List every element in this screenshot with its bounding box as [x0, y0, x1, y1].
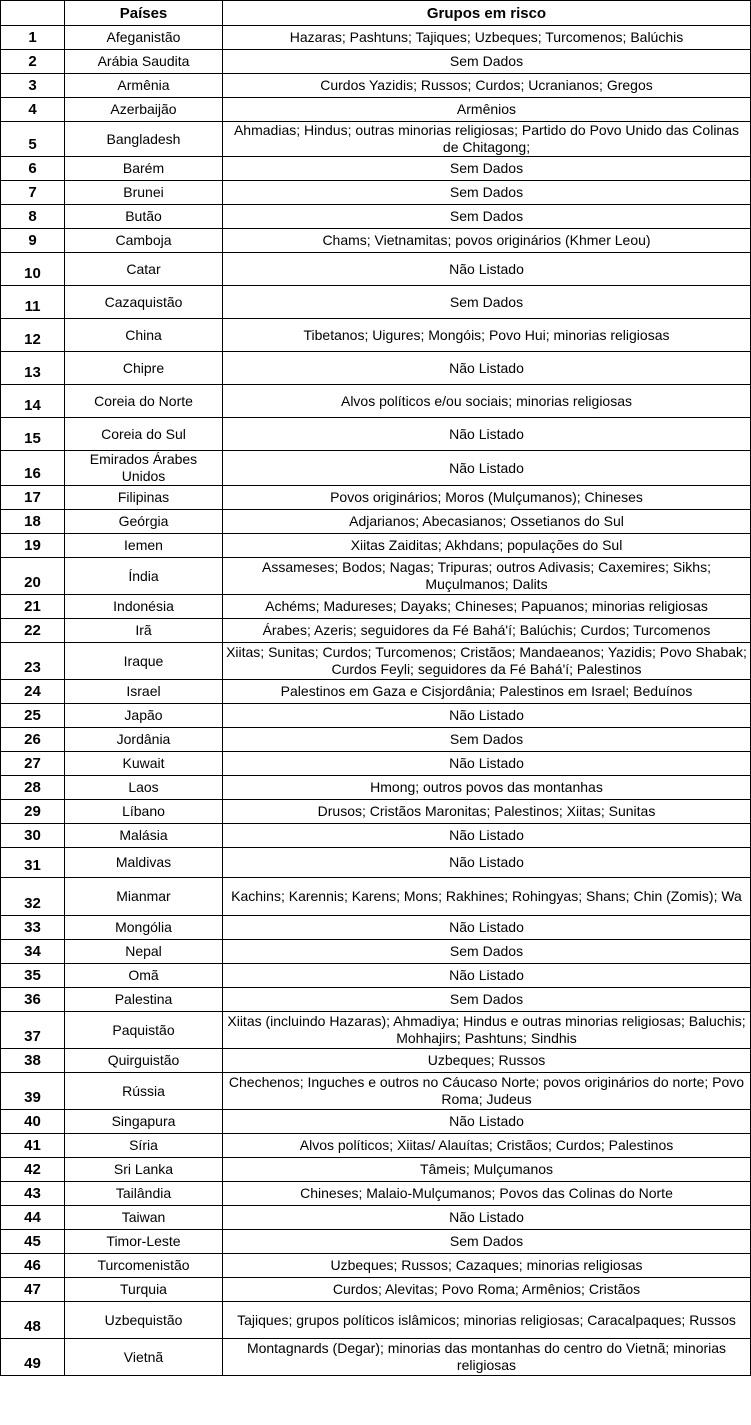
row-number: 24: [1, 680, 65, 704]
risk-groups: Não Listado: [223, 253, 751, 286]
country-name: Turquia: [65, 1278, 223, 1302]
risk-groups: Árabes; Azeris; seguidores da Fé Bahá'í; Balúchis; Curdos; Turcomenos: [223, 619, 751, 643]
country-name: Nepal: [65, 940, 223, 964]
country-name: Bangladesh: [65, 122, 223, 157]
table-row: [1, 1278, 751, 1302]
row-number: 40: [1, 1110, 65, 1134]
table-row: [1, 728, 751, 752]
row-number: 49: [1, 1339, 65, 1376]
row-number: 1: [1, 26, 65, 50]
country-name: Malásia: [65, 824, 223, 848]
row-number: 38: [1, 1049, 65, 1073]
table-row: [1, 704, 751, 728]
table-row: [1, 1012, 751, 1049]
row-number: 30: [1, 824, 65, 848]
country-name: Vietnã: [65, 1339, 223, 1376]
country-name: Emirados Árabes Unidos: [65, 451, 223, 486]
country-name: Mongólia: [65, 916, 223, 940]
country-name: Omã: [65, 964, 223, 988]
risk-groups: Tajiques; grupos políticos islâmicos; minorias religiosas; Caracalpaques; Russos: [223, 1302, 751, 1339]
table-row: [1, 205, 751, 229]
risk-groups: Não Listado: [223, 916, 751, 940]
risk-groups: Xiitas; Sunitas; Curdos; Turcomenos; Cristãos; Mandaeanos; Yazidis; Povo Shabak; Curdos Feyli; seguidores da Fé Bahá'í; Palestinos: [223, 643, 751, 680]
country-name: Barém: [65, 157, 223, 181]
table-row: [1, 643, 751, 680]
risk-groups: Curdos Yazidis; Russos; Curdos; Ucranianos; Gregos: [223, 74, 751, 98]
row-number: 31: [1, 848, 65, 878]
header-row: [1, 1, 751, 26]
table-row: [1, 486, 751, 510]
table-row: [1, 74, 751, 98]
table-row: [1, 1254, 751, 1278]
row-number: 42: [1, 1158, 65, 1182]
country-name: Líbano: [65, 800, 223, 824]
row-number: 4: [1, 98, 65, 122]
row-number: 14: [1, 385, 65, 418]
country-name: Cazaquistão: [65, 286, 223, 319]
country-name: Turcomenistão: [65, 1254, 223, 1278]
row-number: 29: [1, 800, 65, 824]
risk-groups: Sem Dados: [223, 1230, 751, 1254]
row-number: 33: [1, 916, 65, 940]
country-name: Laos: [65, 776, 223, 800]
row-number: 21: [1, 595, 65, 619]
row-number: 43: [1, 1182, 65, 1206]
risk-groups: Não Listado: [223, 1110, 751, 1134]
row-number: 39: [1, 1073, 65, 1110]
risk-groups: Sem Dados: [223, 50, 751, 74]
risk-groups: Alvos políticos; Xiitas/ Alauítas; Cristãos; Curdos; Palestinos: [223, 1134, 751, 1158]
header-country: Países: [65, 1, 223, 26]
risk-groups: Sem Dados: [223, 940, 751, 964]
country-name: Camboja: [65, 229, 223, 253]
table-row: [1, 98, 751, 122]
table-row: [1, 26, 751, 50]
table-row: [1, 680, 751, 704]
row-number: 35: [1, 964, 65, 988]
risk-groups: Adjarianos; Abecasianos; Ossetianos do Sul: [223, 510, 751, 534]
row-number: 10: [1, 253, 65, 286]
table-row: [1, 1206, 751, 1230]
risk-groups: Chineses; Malaio-Mulçumanos; Povos das Colinas do Norte: [223, 1182, 751, 1206]
risk-groups: Povos originários; Moros (Mulçumanos); Chineses: [223, 486, 751, 510]
country-name: Indonésia: [65, 595, 223, 619]
country-name: Israel: [65, 680, 223, 704]
country-name: Irã: [65, 619, 223, 643]
country-name: Geórgia: [65, 510, 223, 534]
country-name: Filipinas: [65, 486, 223, 510]
row-number: 20: [1, 558, 65, 595]
table-row: [1, 352, 751, 385]
row-number: 34: [1, 940, 65, 964]
table-row: [1, 1073, 751, 1110]
risk-groups: Alvos políticos e/ou sociais; minorias religiosas: [223, 385, 751, 418]
country-name: Coreia do Norte: [65, 385, 223, 418]
country-name: Uzbequistão: [65, 1302, 223, 1339]
table-row: [1, 848, 751, 878]
table-row: [1, 1302, 751, 1339]
risk-groups: Sem Dados: [223, 205, 751, 229]
header-groups: Grupos em risco: [223, 1, 751, 26]
risk-groups: Sem Dados: [223, 988, 751, 1012]
row-number: 47: [1, 1278, 65, 1302]
row-number: 25: [1, 704, 65, 728]
table-row: [1, 1134, 751, 1158]
table-row: [1, 964, 751, 988]
country-name: Azerbaijão: [65, 98, 223, 122]
header-number: [1, 1, 65, 26]
table-row: [1, 824, 751, 848]
country-name: Iraque: [65, 643, 223, 680]
row-number: 17: [1, 486, 65, 510]
table-row: [1, 50, 751, 74]
table-row: [1, 122, 751, 157]
table-row: [1, 1158, 751, 1182]
country-name: Singapura: [65, 1110, 223, 1134]
table-row: [1, 1182, 751, 1206]
row-number: 23: [1, 643, 65, 680]
risk-groups: Armênios: [223, 98, 751, 122]
row-number: 28: [1, 776, 65, 800]
risk-groups: Não Listado: [223, 964, 751, 988]
risk-groups: Tâmeis; Mulçumanos: [223, 1158, 751, 1182]
risk-groups: Assameses; Bodos; Nagas; Tripuras; outros Adivasis; Caxemires; Sikhs; Muçulmanos; Dalits: [223, 558, 751, 595]
table-row: [1, 800, 751, 824]
table-row: [1, 595, 751, 619]
risk-groups: Uzbeques; Russos: [223, 1049, 751, 1073]
risk-groups: Hazaras; Pashtuns; Tajiques; Uzbeques; Turcomenos; Balúchis: [223, 26, 751, 50]
risk-groups: Achéms; Madureses; Dayaks; Chineses; Papuanos; minorias religiosas: [223, 595, 751, 619]
country-name: Taiwan: [65, 1206, 223, 1230]
row-number: 11: [1, 286, 65, 319]
risk-groups: Tibetanos; Uigures; Mongóis; Povo Hui; minorias religiosas: [223, 319, 751, 352]
country-name: Iemen: [65, 534, 223, 558]
row-number: 26: [1, 728, 65, 752]
table-row: [1, 1110, 751, 1134]
risk-groups: Não Listado: [223, 1206, 751, 1230]
risk-groups: Drusos; Cristãos Maronitas; Palestinos; Xiitas; Sunitas: [223, 800, 751, 824]
row-number: 6: [1, 157, 65, 181]
country-name: Japão: [65, 704, 223, 728]
country-name: Butão: [65, 205, 223, 229]
country-name: Brunei: [65, 181, 223, 205]
country-name: Quirguistão: [65, 1049, 223, 1073]
row-number: 18: [1, 510, 65, 534]
row-number: 15: [1, 418, 65, 451]
risk-groups: Uzbeques; Russos; Cazaques; minorias religiosas: [223, 1254, 751, 1278]
table-row: [1, 253, 751, 286]
row-number: 44: [1, 1206, 65, 1230]
table-row: [1, 534, 751, 558]
table-row: [1, 229, 751, 253]
country-name: Rússia: [65, 1073, 223, 1110]
table-row: [1, 319, 751, 352]
row-number: 32: [1, 878, 65, 916]
row-number: 12: [1, 319, 65, 352]
row-number: 19: [1, 534, 65, 558]
country-name: Afeganistão: [65, 26, 223, 50]
row-number: 2: [1, 50, 65, 74]
country-name: Coreia do Sul: [65, 418, 223, 451]
country-name: Sri Lanka: [65, 1158, 223, 1182]
risk-groups: Chechenos; Inguches e outros no Cáucaso Norte; povos originários do norte; Povo Roma; Judeus: [223, 1073, 751, 1110]
country-name: China: [65, 319, 223, 352]
risk-groups: Ahmadias; Hindus; outras minorias religiosas; Partido do Povo Unido das Colinas de Chitagong;: [223, 122, 751, 157]
risk-groups: Não Listado: [223, 704, 751, 728]
country-name: Índia: [65, 558, 223, 595]
risk-groups: Xiitas (incluindo Hazaras); Ahmadiya; Hindus e outras minorias religiosas; Baluchis; Mohhajirs; Pashtuns; Sindhis: [223, 1012, 751, 1049]
table-row: [1, 752, 751, 776]
risk-groups: Montagnards (Degar); minorias das montanhas do centro do Vietnã; minorias religiosas: [223, 1339, 751, 1376]
table-row: [1, 619, 751, 643]
row-number: 48: [1, 1302, 65, 1339]
table-row: [1, 878, 751, 916]
country-name: Maldivas: [65, 848, 223, 878]
table-row: [1, 385, 751, 418]
row-number: 37: [1, 1012, 65, 1049]
risk-groups: Não Listado: [223, 848, 751, 878]
row-number: 36: [1, 988, 65, 1012]
table-row: [1, 157, 751, 181]
risk-groups: Não Listado: [223, 752, 751, 776]
row-number: 46: [1, 1254, 65, 1278]
risk-groups: Sem Dados: [223, 728, 751, 752]
table-row: [1, 1339, 751, 1376]
risk-groups: Curdos; Alevitas; Povo Roma; Armênios; Cristãos: [223, 1278, 751, 1302]
row-number: 13: [1, 352, 65, 385]
row-number: 9: [1, 229, 65, 253]
table-row: [1, 451, 751, 486]
table-row: [1, 558, 751, 595]
risk-groups: Não Listado: [223, 824, 751, 848]
row-number: 7: [1, 181, 65, 205]
country-name: Kuwait: [65, 752, 223, 776]
risk-groups: Não Listado: [223, 418, 751, 451]
country-name: Mianmar: [65, 878, 223, 916]
risk-groups: Hmong; outros povos das montanhas: [223, 776, 751, 800]
country-name: Timor-Leste: [65, 1230, 223, 1254]
risk-groups: Chams; Vietnamitas; povos originários (Khmer Leou): [223, 229, 751, 253]
table-row: [1, 286, 751, 319]
risk-groups: Sem Dados: [223, 157, 751, 181]
country-name: Chipre: [65, 352, 223, 385]
row-number: 3: [1, 74, 65, 98]
table-row: [1, 940, 751, 964]
table-body: [1, 26, 751, 1376]
table-row: [1, 510, 751, 534]
table-row: [1, 181, 751, 205]
country-name: Paquistão: [65, 1012, 223, 1049]
row-number: 5: [1, 122, 65, 157]
country-name: Síria: [65, 1134, 223, 1158]
country-name: Arábia Saudita: [65, 50, 223, 74]
risk-groups: Não Listado: [223, 352, 751, 385]
country-name: Palestina: [65, 988, 223, 1012]
table-row: [1, 1230, 751, 1254]
table-row: [1, 776, 751, 800]
country-name: Catar: [65, 253, 223, 286]
row-number: 8: [1, 205, 65, 229]
row-number: 16: [1, 451, 65, 486]
country-name: Jordânia: [65, 728, 223, 752]
row-number: 27: [1, 752, 65, 776]
risk-groups: Não Listado: [223, 451, 751, 486]
row-number: 22: [1, 619, 65, 643]
risk-groups: Sem Dados: [223, 286, 751, 319]
table-row: [1, 988, 751, 1012]
table-row: [1, 418, 751, 451]
country-name: Tailândia: [65, 1182, 223, 1206]
country-name: Armênia: [65, 74, 223, 98]
risk-groups: Xiitas Zaiditas; Akhdans; populações do Sul: [223, 534, 751, 558]
risk-groups: Kachins; Karennis; Karens; Mons; Rakhines; Rohingyas; Shans; Chin (Zomis); Wa: [223, 878, 751, 916]
table-row: [1, 1049, 751, 1073]
risk-groups: Palestinos em Gaza e Cisjordânia; Palestinos em Israel; Beduínos: [223, 680, 751, 704]
row-number: 45: [1, 1230, 65, 1254]
risk-groups: Sem Dados: [223, 181, 751, 205]
table-row: [1, 916, 751, 940]
row-number: 41: [1, 1134, 65, 1158]
